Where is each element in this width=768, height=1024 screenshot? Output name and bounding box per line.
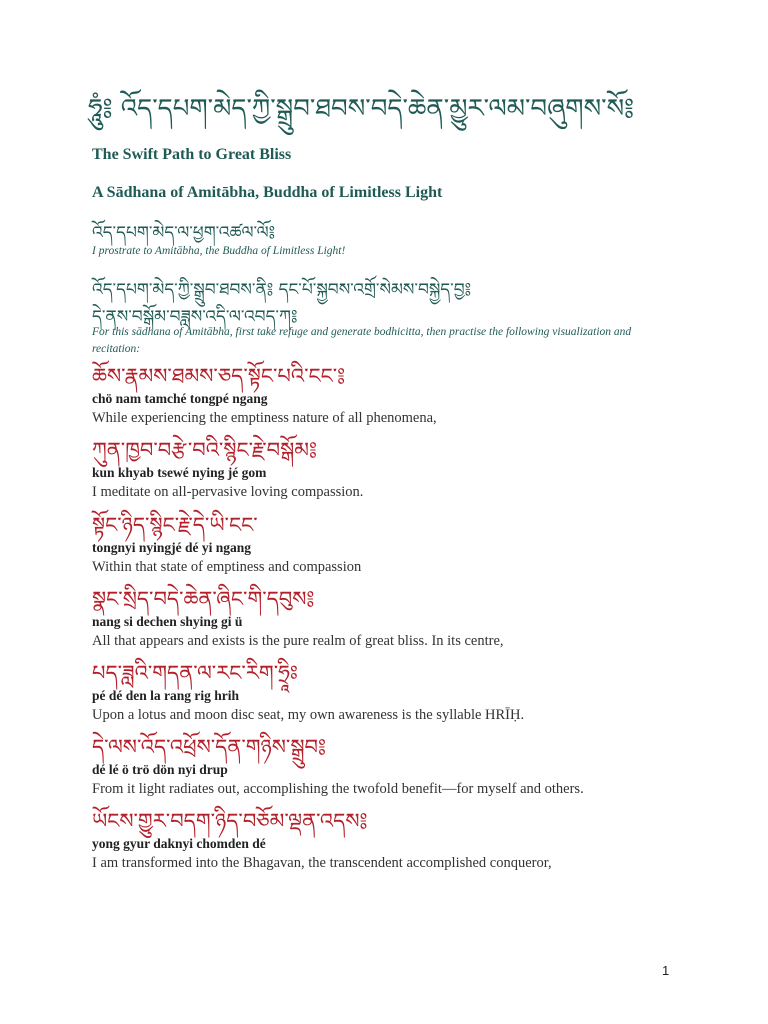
verse-phonetic: dé lé ö trö dön nyi drup	[92, 762, 228, 777]
verse-phonetic: chö nam tamché tongpé ngang	[92, 391, 268, 406]
verse-phonetic: kun khyab tsewé nying jé gom	[92, 465, 267, 480]
homage-tibetan: འོད་དཔག་མེད་ལ་ཕྱག་འཚལ་ལོ༔	[92, 223, 276, 243]
verse-translation: All that appears and exists is the pure realm of great bliss. In its centre,	[92, 633, 504, 649]
intro-tibetan-line2: དེ་ནས་བསྒོམ་བཟླས་འདི་ལ་འབད་ཀ༔	[92, 307, 298, 327]
intro-translation: For this sādhana of Amitābha, first take refuge and generate bodhicitta, then practise the following visualization and recitation:	[92, 326, 632, 355]
verse-6	[92, 733, 692, 799]
verse-translation: Upon a lotus and moon disc seat, my own awareness is the syllable HRĪḤ.	[92, 707, 525, 723]
verse-tibetan: ཀུན་ཁྱབ་བརྩེ་བའི་སྙིང་རྗེ་བསྒོམ༔	[92, 438, 317, 462]
subtitle-english: A Sādhana of Amitābha, Buddha of Limitless Light	[92, 184, 443, 201]
verse-tibetan: པད་ཟླའི་གདན་ལ་རང་རིག་ཧྲཱིཿ	[92, 661, 298, 685]
page-number: 1	[662, 963, 670, 978]
verse-1	[92, 362, 692, 428]
verse-translation: While experiencing the emptiness nature of all phenomena,	[92, 410, 437, 426]
verse-phonetic: tongnyi nyingjé dé yi ngang	[92, 540, 252, 555]
title-english: The Swift Path to Great Bliss	[92, 146, 292, 163]
verse-2	[92, 436, 692, 502]
verse-tibetan: ཆོས་རྣམས་ཐམས་ཅད་སྟོང་པའི་ངང་༔	[92, 364, 346, 388]
verse-phonetic: yong gyur daknyi chomden dé	[92, 836, 266, 851]
verse-translation: I meditate on all-pervasive loving compassion.	[92, 484, 364, 500]
verse-4	[92, 585, 692, 651]
verse-phonetic: nang si dechen shying gi ü	[92, 614, 243, 629]
homage-translation: I prostrate to Amitābha, the Buddha of Limitless Light!	[92, 245, 346, 257]
verse-tibetan: དེ་ལས་འོད་འཕྲོས་དོན་གཉིས་སྒྲུབ༔	[92, 735, 326, 759]
verse-translation: From it light radiates out, accomplishing the twofold benefit—for myself and others.	[92, 781, 584, 797]
verse-translation: Within that state of emptiness and compassion	[92, 559, 362, 575]
verse-5	[92, 659, 692, 725]
verse-7	[92, 807, 692, 873]
verse-tibetan: སྣང་སྲིད་བདེ་ཆེན་ཞིང་གི་དབུས༔	[92, 587, 315, 611]
verse-tibetan: ཡོངས་གྱུར་བདག་ཉིད་བཅོམ་ལྡན་འདས༔	[92, 809, 368, 833]
verse-tibetan: སྟོང་ཉིད་སྙིང་རྗེ་དེ་ཡི་ངང་	[92, 513, 258, 537]
title-tibetan: ཧཱུཾ༔ འོད་དཔག་མེད་ཀྱི་སྒྲུབ་ཐབས་བདེ་ཆེན་མྱུར་ལམ་བཞུགས་སོ༔	[88, 94, 635, 124]
verse-phonetic: pé dé den la rang rig hrih	[92, 688, 240, 703]
intro-tibetan-line1: འོད་དཔག་མེད་ཀྱི་སྒྲུབ་ཐབས་ནི༔ དང་པོ་སྐྱབས་འགྲོ་སེམས་བསྐྱེད་བྱ༔	[92, 280, 472, 300]
verse-3	[92, 511, 692, 577]
verse-translation: I am transformed into the Bhagavan, the transcendent accomplished conqueror,	[92, 855, 552, 871]
